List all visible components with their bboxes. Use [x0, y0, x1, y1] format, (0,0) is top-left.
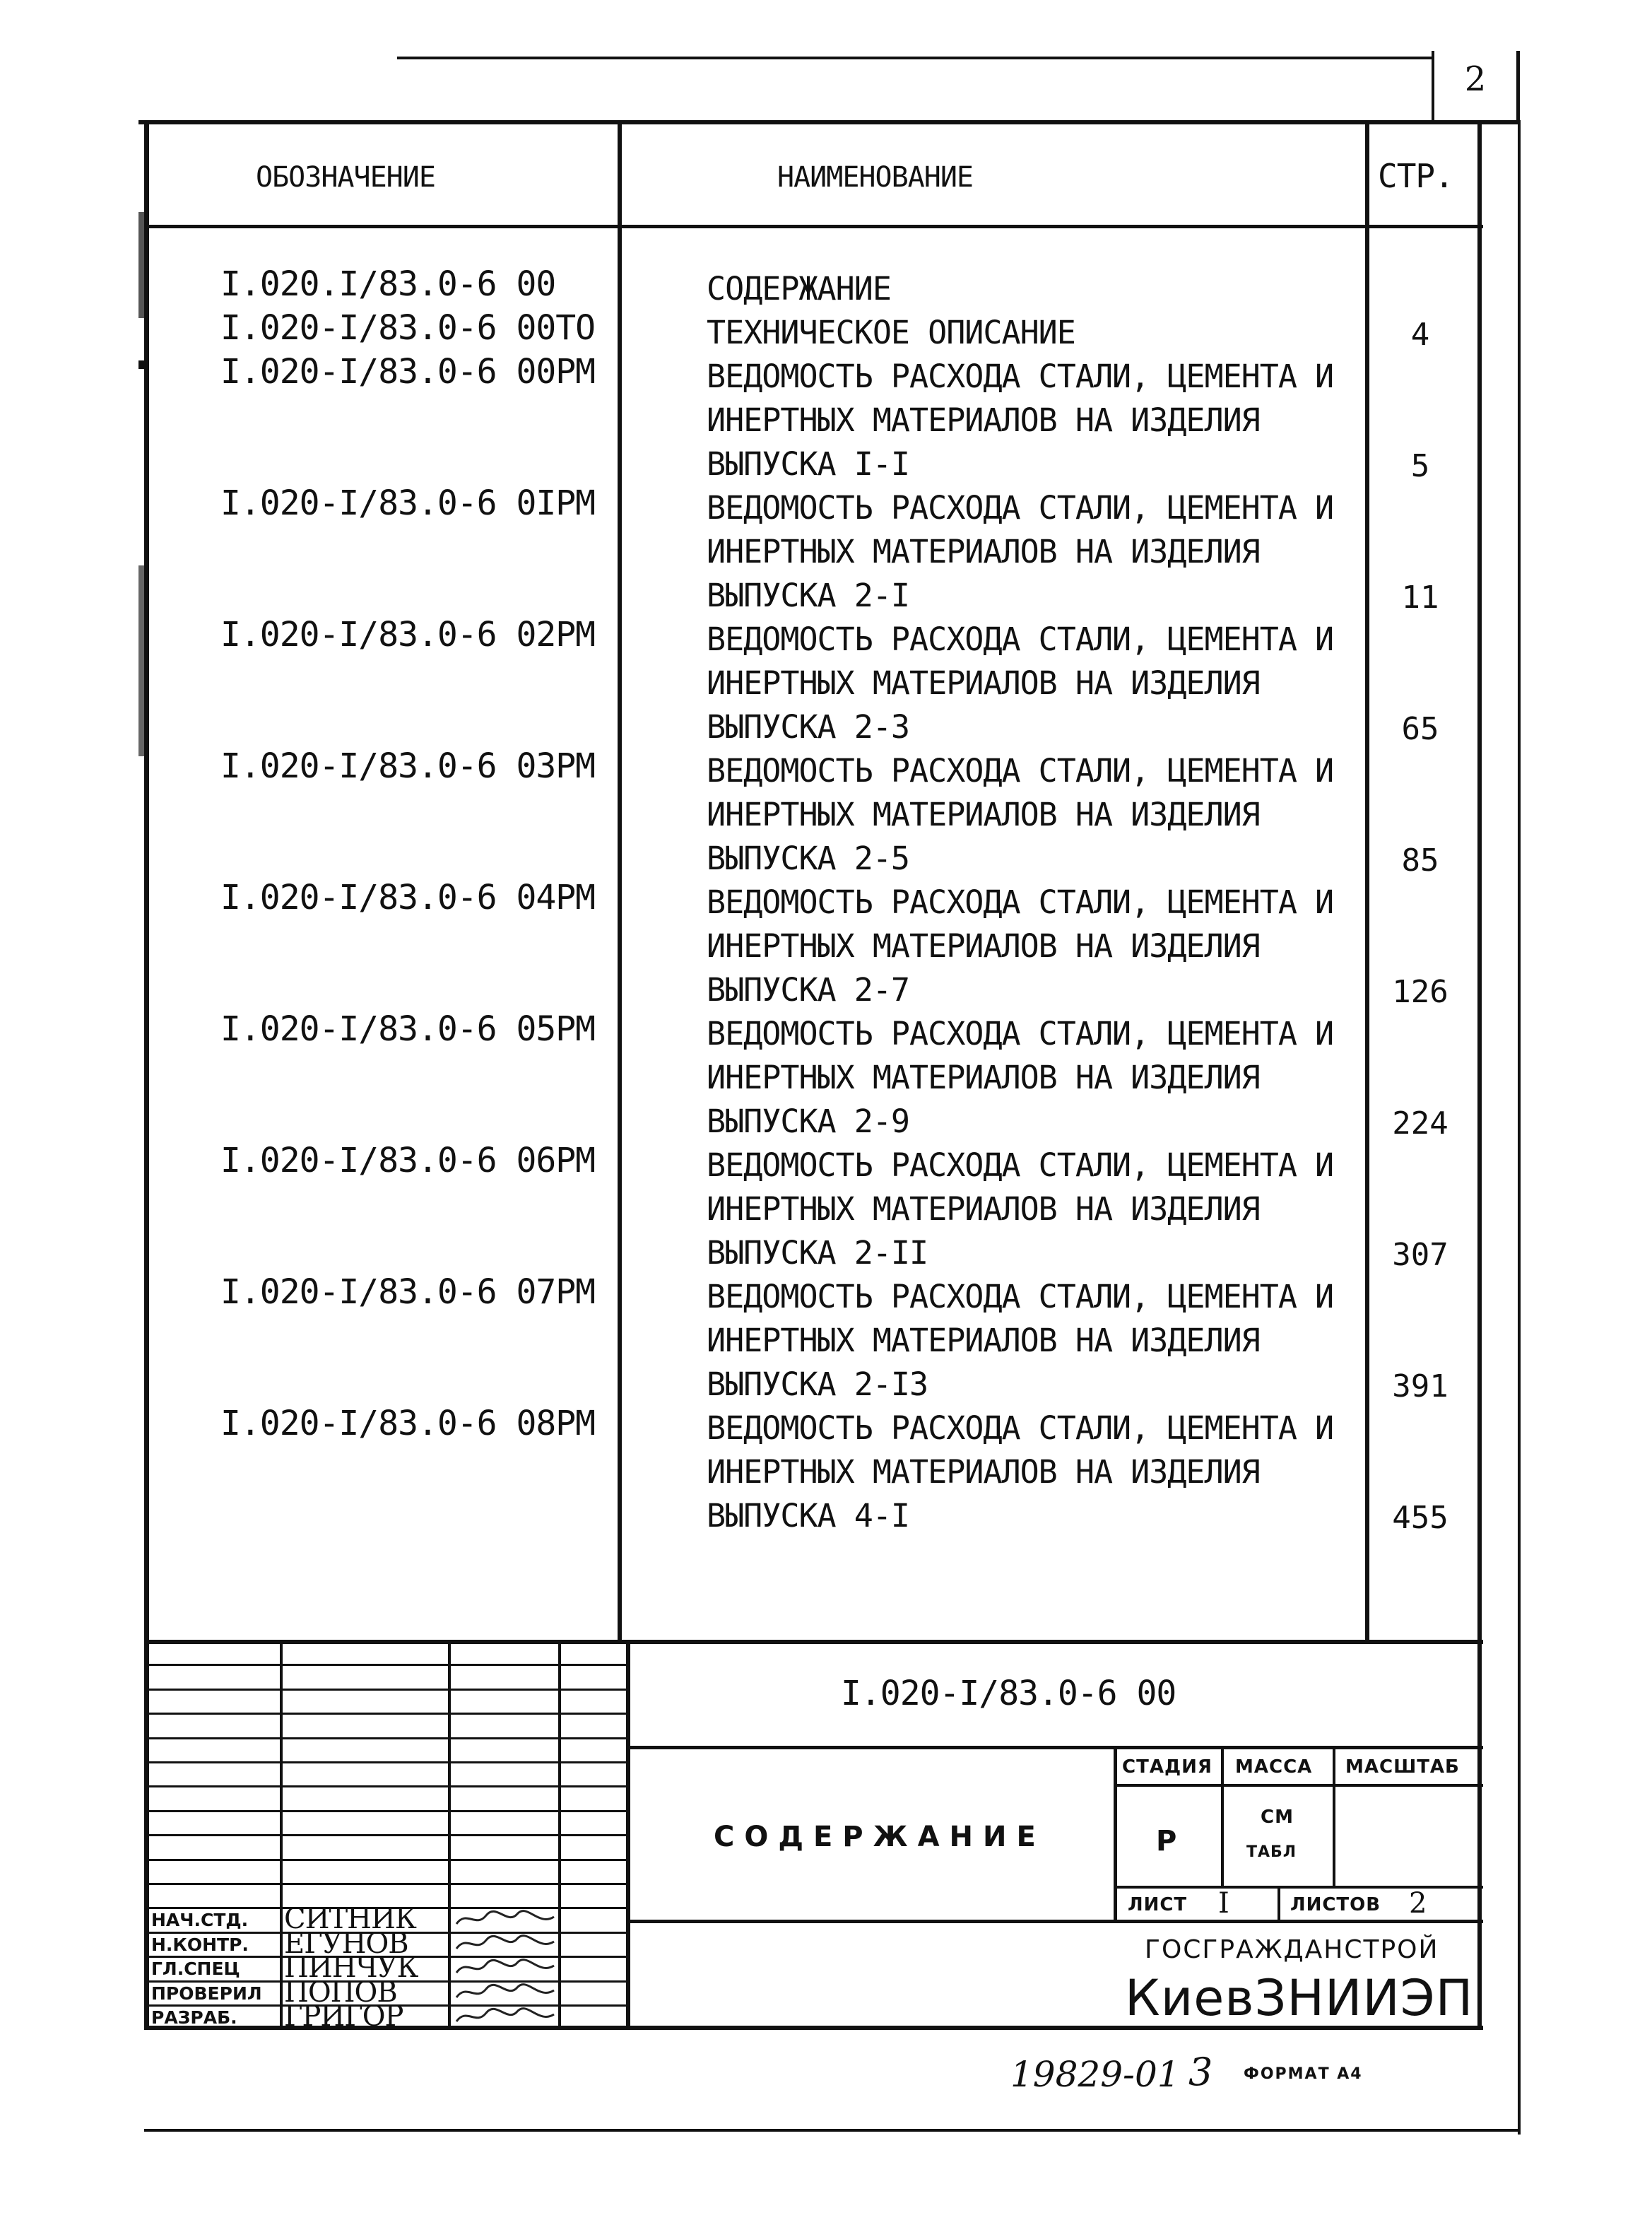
signature-name: ЕГУНОВ: [284, 1927, 408, 1960]
sheet-divider: [1278, 1886, 1280, 1921]
sheet-value: I: [1218, 1887, 1229, 1920]
entry-page: 455: [1392, 1500, 1449, 1536]
top-short-line: [397, 57, 1434, 59]
signature-scribble: [452, 1980, 558, 2007]
mass-value-1: СМ: [1261, 1807, 1294, 1828]
grid-row-line: [144, 1859, 627, 1861]
col-divider-1: [618, 120, 622, 1643]
entry-name-line: ВЕДОМОСТЬ РАСХОДА СТАЛИ, ЦЕМЕНТА И: [707, 621, 1334, 658]
entry-name-line: ВЫПУСКА 2-7: [707, 971, 910, 1009]
entry-name-line: ТЕХНИЧЕСКОЕ ОПИСАНИЕ: [707, 314, 1075, 351]
entry-name-line: СОДЕРЖАНИЕ: [707, 270, 891, 307]
entry-name-line: ИНЕРТНЫХ МАТЕРИАЛОВ НА ИЗДЕЛИЯ: [707, 1453, 1260, 1491]
entry-page: 224: [1392, 1105, 1449, 1141]
title-doc-code: I.020-I/83.0-6 00: [841, 1674, 1176, 1713]
signature-name: ПОПОВ: [284, 1976, 397, 2009]
entry-name-line: ВЫПУСКА 2-I3: [707, 1366, 928, 1403]
grid-row-line: [144, 1664, 627, 1666]
signature-name: СИТНИК: [284, 1903, 416, 1935]
grid-row-line: [144, 1761, 627, 1763]
entry-name-line: ВЕДОМОСТЬ РАСХОДА СТАЛИ, ЦЕМЕНТА И: [707, 489, 1334, 527]
entry-page: 126: [1392, 974, 1449, 1010]
title-row-bottom: [626, 1920, 1483, 1923]
entry-code: I.020-I/83.0-6 06РМ: [220, 1141, 596, 1180]
entry-code: I.020-I/83.0-6 05РМ: [220, 1009, 596, 1049]
page-number: 2: [1464, 59, 1487, 99]
entry-code: I.020-I/83.0-6 08РМ: [220, 1404, 596, 1443]
entry-name-line: ВЫПУСКА 2-I: [707, 577, 910, 614]
entry-name-line: ВЕДОМОСТЬ РАСХОДА СТАЛИ, ЦЕМЕНТА И: [707, 1146, 1334, 1184]
grid-row-line: [144, 1737, 627, 1739]
entry-name-line: ВЕДОМОСТЬ РАСХОДА СТАЛИ, ЦЕМЕНТА И: [707, 883, 1334, 921]
header-name: НАИМЕНОВАНИЕ: [777, 161, 973, 194]
org-line-2: КиевЗНИИЭП: [1125, 1969, 1474, 2027]
entry-name-line: ВЫПУСКА 2-5: [707, 840, 910, 877]
entry-name-line: ВЫПУСКА 2-9: [707, 1103, 910, 1140]
signature-role: НАЧ.СТД.: [151, 1910, 249, 1930]
signature-scribble: [452, 1956, 558, 1983]
entry-name-line: ИНЕРТНЫХ МАТЕРИАЛОВ НА ИЗДЕЛИЯ: [707, 533, 1260, 570]
entry-page: 307: [1392, 1237, 1449, 1273]
footer-format: ФОРМАТ А4: [1244, 2065, 1363, 2083]
frame-left: [144, 120, 149, 2028]
grid-row-line: [144, 1883, 627, 1885]
frame-top: [138, 120, 1520, 124]
entry-code: I.020-I/83.0-6 04РМ: [220, 878, 596, 917]
entry-name-line: ИНЕРТНЫХ МАТЕРИАЛОВ НА ИЗДЕЛИЯ: [707, 796, 1260, 833]
entry-name-line: ИНЕРТНЫХ МАТЕРИАЛОВ НА ИЗДЕЛИЯ: [707, 1190, 1260, 1228]
entry-code: I.020-I/83.0-6 00РМ: [220, 352, 596, 392]
frame-right-outer: [1518, 120, 1521, 2135]
page-number-box-right: [1516, 51, 1520, 122]
entry-code: I.020-I/83.0-6 02РМ: [220, 615, 596, 654]
signature-role: Н.КОНТР.: [151, 1934, 249, 1955]
entry-name-line: ВЫПУСКА 2-3: [707, 708, 910, 746]
grid-row-line: [144, 1713, 627, 1715]
signature-role: ГЛ.СПЕЦ: [151, 1959, 240, 1979]
entry-page: 65: [1401, 711, 1439, 747]
doc-code-bottom: [626, 1746, 1483, 1749]
mass-col-right: [1333, 1746, 1335, 1887]
sheet-row-top: [1114, 1886, 1483, 1889]
entry-page: 11: [1401, 580, 1439, 616]
footer-copy: 3: [1188, 2050, 1213, 2094]
entry-name-line: ИНЕРТНЫХ МАТЕРИАЛОВ НА ИЗДЕЛИЯ: [707, 401, 1260, 439]
bottom-outer-line: [144, 2129, 1521, 2132]
entry-name-line: ИНЕРТНЫХ МАТЕРИАЛОВ НА ИЗДЕЛИЯ: [707, 1322, 1260, 1359]
entry-name-line: ВЫПУСКА I-I: [707, 445, 910, 483]
signature-scribble: [452, 1907, 558, 1934]
entry-name-line: ИНЕРТНЫХ МАТЕРИАЛОВ НА ИЗДЕЛИЯ: [707, 927, 1260, 965]
title-text: СОДЕРЖАНИЕ: [714, 1821, 1046, 1853]
entry-name-line: ВЕДОМОСТЬ РАСХОДА СТАЛИ, ЦЕМЕНТА И: [707, 752, 1334, 789]
entry-name-line: ВЕДОМОСТЬ РАСХОДА СТАЛИ, ЦЕМЕНТА И: [707, 1015, 1334, 1052]
header-bottom-line: [144, 225, 1483, 228]
title-block-top: [144, 1640, 1483, 1644]
signature-scribble: [452, 1932, 558, 1959]
stage-value: Р: [1156, 1825, 1177, 1857]
entry-name-line: ВЫПУСКА 4-I: [707, 1497, 910, 1534]
sheet-label: ЛИСТ: [1128, 1894, 1188, 1915]
signature-name: ГРИГОР: [284, 2000, 403, 2033]
entry-page: 85: [1401, 842, 1439, 879]
frame-right: [1477, 120, 1482, 2028]
signature-scribble: [452, 2004, 558, 2031]
mass-label: МАССА: [1235, 1756, 1313, 1778]
entry-code: I.020-I/83.0-6 0IРМ: [220, 483, 596, 523]
scale-label: МАСШТАБ: [1345, 1756, 1460, 1778]
entry-page: 4: [1410, 317, 1430, 353]
header-page: СТР.: [1378, 157, 1453, 195]
entry-page: 391: [1392, 1368, 1449, 1404]
margin-tick: [138, 360, 144, 369]
grid-row-line: [144, 1810, 627, 1812]
entry-code: I.020-I/83.0-6 00ТО: [220, 308, 596, 348]
entry-code: I.020-I/83.0-6 07РМ: [220, 1272, 596, 1312]
org-line-1: ГОСГРАЖДАНСТРОЙ: [1145, 1935, 1439, 1964]
entry-name-line: ВЕДОМОСТЬ РАСХОДА СТАЛИ, ЦЕМЕНТА И: [707, 358, 1334, 395]
grid-row-line: [144, 1834, 627, 1836]
stage-col-left: [1114, 1746, 1117, 1922]
margin-tick: [138, 565, 144, 756]
entry-name-line: ВЕДОМОСТЬ РАСХОДА СТАЛИ, ЦЕМЕНТА И: [707, 1278, 1334, 1315]
sheets-label: ЛИСТОВ: [1290, 1894, 1381, 1915]
stage-col-right: [1221, 1746, 1224, 1887]
mass-value-2: ТАБЛ: [1246, 1843, 1297, 1861]
margin-tick: [138, 212, 144, 318]
entry-code: I.020.I/83.0-6 00: [220, 264, 556, 304]
entry-name-line: ВЕДОМОСТЬ РАСХОДА СТАЛИ, ЦЕМЕНТА И: [707, 1409, 1334, 1447]
grid-row-line: [144, 1689, 627, 1691]
entry-name-line: ВЫПУСКА 2-II: [707, 1234, 928, 1272]
signature-role: РАЗРАБ.: [151, 2007, 237, 2028]
stage-header-bottom: [1114, 1784, 1483, 1787]
entry-code: I.020-I/83.0-6 03РМ: [220, 746, 596, 786]
stage-label: СТАДИЯ: [1122, 1756, 1213, 1778]
sheets-value: 2: [1409, 1887, 1427, 1920]
entry-page: 5: [1410, 448, 1430, 484]
grid-row-line: [144, 1785, 627, 1787]
entry-name-line: ИНЕРТНЫХ МАТЕРИАЛОВ НА ИЗДЕЛИЯ: [707, 664, 1260, 702]
footer-number: 19829-01: [1010, 2054, 1180, 2095]
signature-name: ПИНЧУК: [284, 1951, 418, 1984]
header-designation: ОБОЗНАЧЕНИЕ: [256, 161, 435, 194]
entry-name-line: ИНЕРТНЫХ МАТЕРИАЛОВ НА ИЗДЕЛИЯ: [707, 1059, 1260, 1096]
signature-role: ПРОВЕРИЛ: [151, 1983, 262, 2004]
